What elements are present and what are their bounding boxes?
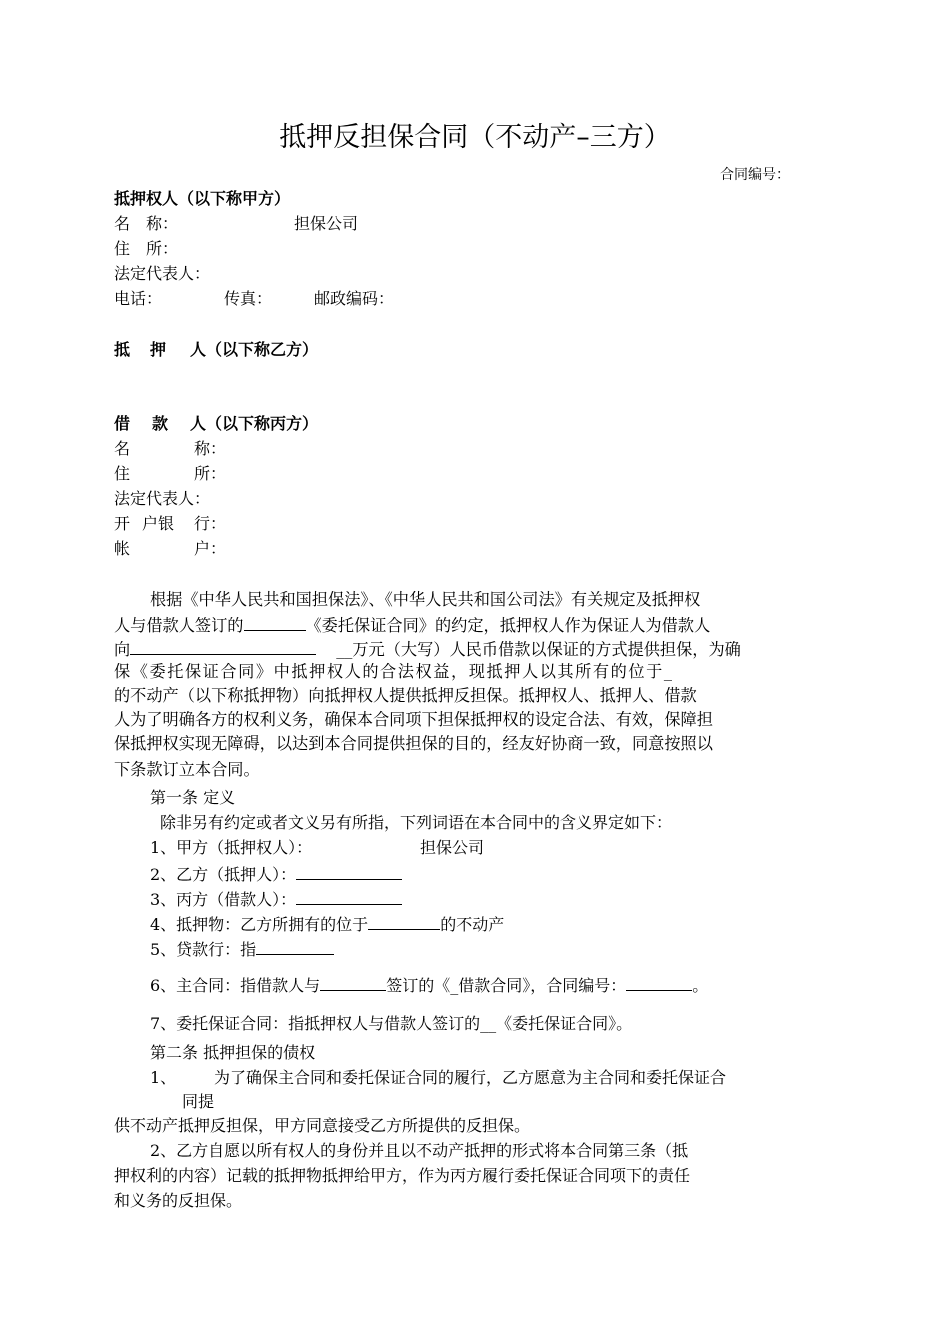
preamble-line-6: 人为了明确各方的权利义务，确保本合同项下担保抵押权的设定合法、有效，保障担 xyxy=(114,710,713,729)
party-c-rep-label: 法定代表人： xyxy=(114,489,211,508)
party-c-bank-char: 开 xyxy=(114,514,131,533)
article-1-item-1-value: 担保公司 xyxy=(420,838,485,857)
party-c-address-char: 住 xyxy=(114,464,131,483)
article-2-item-2-line-3: 和义务的反担保。 xyxy=(114,1191,243,1210)
article-1-intro: 除非另有约定或者文义另有所指，下列词语在本合同中的含义界定如下： xyxy=(160,813,673,832)
blank-main-contract-number xyxy=(626,976,692,991)
article-1-item-2: 2、乙方（抵押人）： xyxy=(150,865,402,883)
party-a-rep-label: 法定代表人： xyxy=(114,264,211,283)
party-c-heading: 人（以下称丙方） xyxy=(190,414,319,433)
blank-loan-amount xyxy=(130,640,316,655)
blank-signing-party xyxy=(244,616,306,631)
article-2-item-1-line-2: 同提 xyxy=(182,1092,215,1111)
party-b-heading-char2: 押 xyxy=(150,340,167,359)
article-1-item-3: 3、丙方（借款人）： xyxy=(150,890,402,908)
article-2-item-2-line-2: 押权利的内容）记载的抵押物抵押给甲方，作为丙方履行委托保证合同项下的责任 xyxy=(114,1166,691,1185)
article-2-item-1-line-3: 供不动产抵押反担保，甲方同意接受乙方所提供的反担保。 xyxy=(114,1116,531,1135)
blank-pledgor xyxy=(296,865,402,880)
article-1-item-6: 6、主合同：指借款人与 签订的《_借款合同》，合同编号： 。 xyxy=(150,976,709,995)
party-a-name-label: 名 称： xyxy=(114,214,179,233)
article-2-item-2-line-1: 2、乙方自愿以所有权人的身份并且以不动产抵押的形式将本合同第三条（抵 xyxy=(150,1141,689,1160)
party-c-account-label: 户： xyxy=(194,539,227,558)
party-a-postcode-label: 邮政编码： xyxy=(314,289,395,308)
article-1-heading: 第一条 定义 xyxy=(150,788,236,807)
party-a-heading: 抵押权人（以下称甲方） xyxy=(114,189,291,208)
party-c-heading-char2: 款 xyxy=(152,414,169,433)
preamble-line-4: 保《委托保证合同》中抵押权人的合法权益，现抵押人以其所有的位于_ xyxy=(114,662,674,681)
party-c-address-label: 所： xyxy=(194,464,227,483)
party-c-name-char: 名 xyxy=(114,439,131,458)
article-2-item-1-line-1: 为了确保主合同和委托保证合同的履行，乙方愿意为主合同和委托保证合 xyxy=(214,1068,727,1087)
party-c-heading-char1: 借 xyxy=(114,414,131,433)
party-b-heading-char1: 抵 xyxy=(114,340,131,359)
party-b-heading: 人（以下称乙方） xyxy=(190,340,319,359)
blank-lending-bank xyxy=(256,940,334,955)
document-title: 抵押反担保合同（不动产–三方） xyxy=(279,122,671,153)
blank-borrower xyxy=(296,890,402,905)
contract-number-label: 合同编号： xyxy=(720,167,790,183)
party-c-account-char: 帐 xyxy=(114,539,131,558)
preamble-line-8: 下条款订立本合同。 xyxy=(114,760,260,779)
article-1-item-1-label: 1、甲方（抵押权人）： xyxy=(150,838,313,857)
article-1-item-4: 4、抵押物：乙方所拥有的位于 的不动产 xyxy=(150,915,505,934)
party-a-phone-label: 电话： xyxy=(114,289,163,308)
blank-property-location xyxy=(368,915,440,930)
article-1-item-5: 5、贷款行：指 xyxy=(150,940,334,958)
article-2-item-1-number: 1、 xyxy=(150,1068,177,1087)
article-1-item-7: 7、委托保证合同：指抵押权人与借款人签订的__《委托保证合同》。 xyxy=(150,1014,633,1033)
preamble-line-2: 人与借款人签订的 《委托保证合同》的约定，抵押权人作为保证人为借款人 xyxy=(114,616,711,635)
party-c-bank-mid: 户银 xyxy=(142,514,175,533)
blank-main-contract-party xyxy=(320,976,386,991)
party-a-address-label: 住 所： xyxy=(114,239,179,258)
article-2-heading: 第二条 抵押担保的债权 xyxy=(150,1043,316,1062)
party-a-fax-label: 传真： xyxy=(224,289,273,308)
party-a-name-value: 担保公司 xyxy=(294,214,359,233)
party-c-bank-label: 行： xyxy=(194,514,227,533)
preamble-line-7: 保抵押权实现无障碍，以达到本合同提供担保的目的，经友好协商一致，同意按照以 xyxy=(114,734,713,753)
preamble-line-5: 的不动产（以下称抵押物）向抵押权人提供抵押反担保。抵押权人、抵押人、借款 xyxy=(114,686,697,705)
preamble-line-1: 根据《中华人民共和国担保法》、《中华人民共和国公司法》有关规定及抵押权 xyxy=(150,590,701,609)
party-c-name-label: 称： xyxy=(194,439,227,458)
preamble-line-3: 向 __万元（大写）人民币借款以保证的方式提供担保，为确 xyxy=(114,640,741,659)
